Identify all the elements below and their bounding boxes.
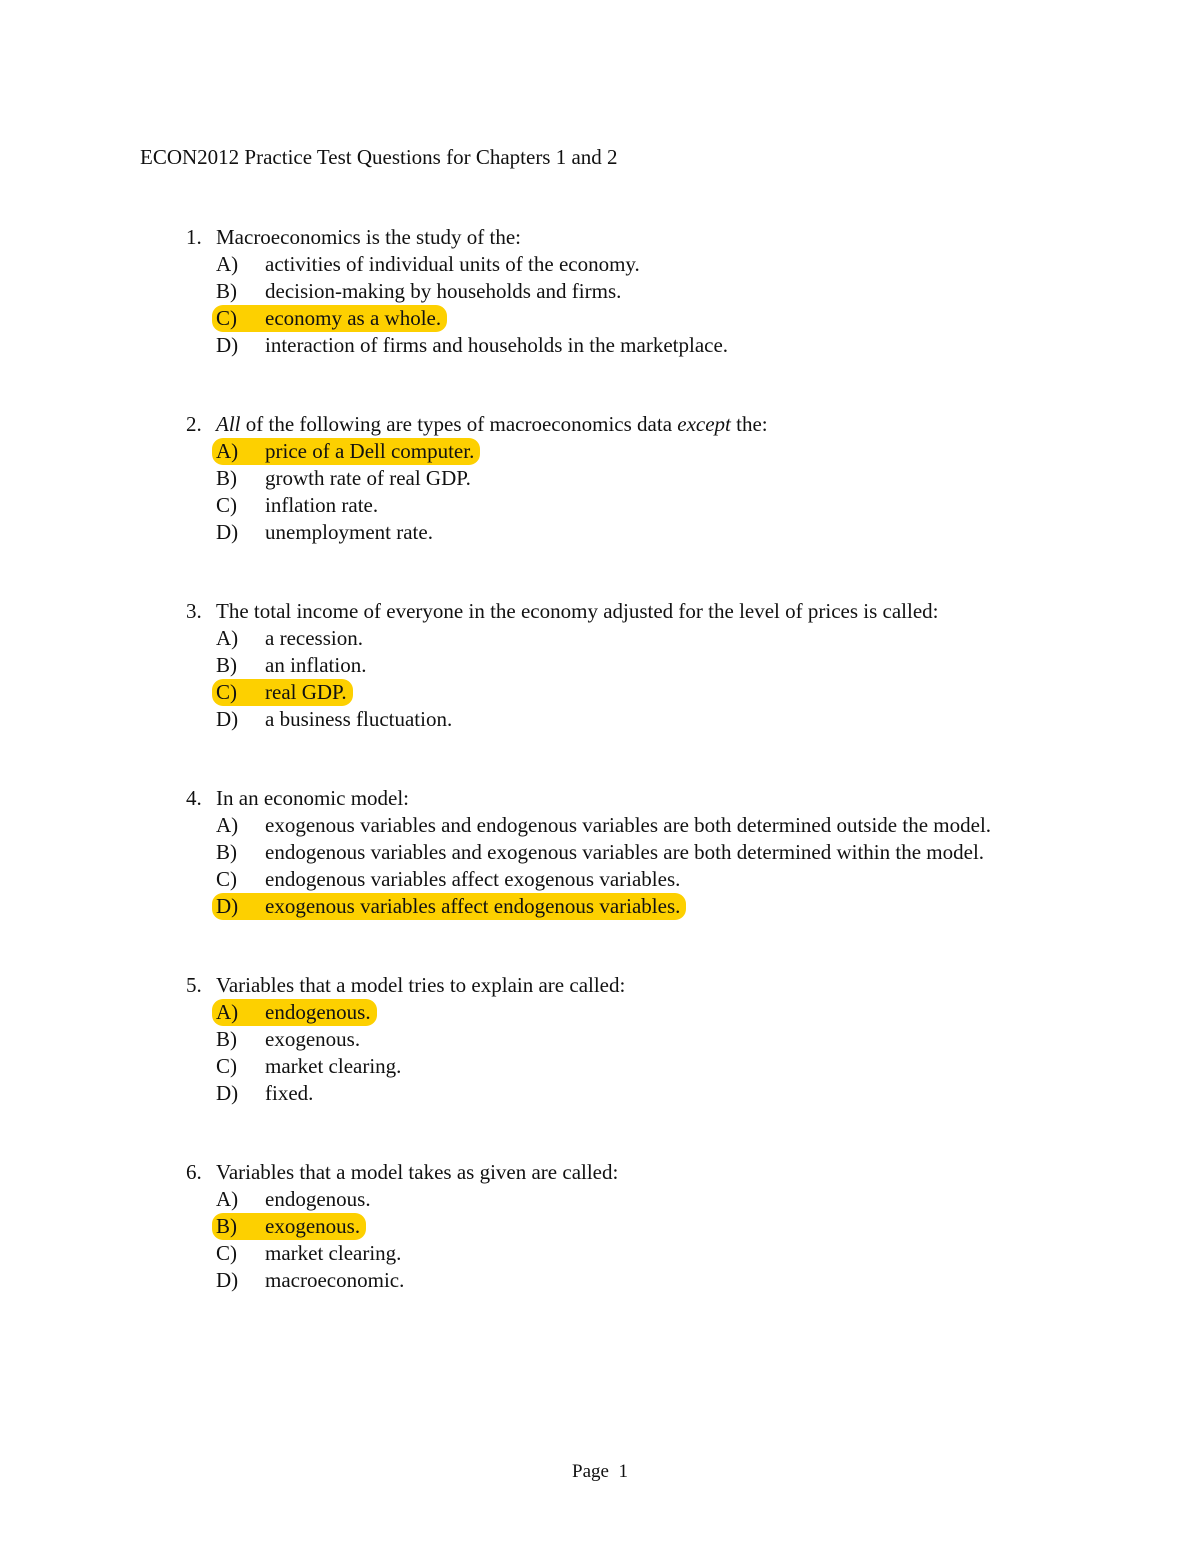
question-number: 2. <box>186 412 202 436</box>
choice-letter: C) <box>216 306 237 330</box>
choice-text: endogenous variables and exogenous variables are both determined within the model. <box>265 840 985 864</box>
choice-text: macroeconomic. <box>265 1268 405 1292</box>
choice-d <box>216 332 1046 359</box>
choice-text: inflation rate. <box>265 493 379 517</box>
choice-text: growth rate of real GDP. <box>265 466 471 490</box>
choice-letter: A) <box>216 1000 239 1024</box>
question-number: 3. <box>186 599 202 623</box>
choice-list <box>186 999 1046 1107</box>
choice-list <box>186 812 1006 920</box>
question-list <box>186 224 1046 1346</box>
choice-c <box>216 1053 1046 1080</box>
question-6 <box>186 1159 1046 1294</box>
choice-c <box>216 866 1006 893</box>
question-number: 6. <box>186 1160 202 1184</box>
stem-text-end: the: <box>730 412 768 436</box>
choice-letter: D) <box>216 1268 239 1292</box>
question-number: 4. <box>186 786 202 810</box>
choice-d <box>216 706 1046 733</box>
choice-letter: B) <box>216 466 237 490</box>
choice-letter: A) <box>216 626 239 650</box>
choice-text: market clearing. <box>265 1241 402 1265</box>
choice-text: market clearing. <box>265 1054 402 1078</box>
choice-letter: C) <box>216 1241 237 1265</box>
choice-d <box>216 1267 1046 1294</box>
stem-emphasis-except: except <box>677 412 731 436</box>
stem-text: Variables that a model tries to explain are called: <box>216 973 626 997</box>
choice-letter: B) <box>216 653 237 677</box>
page-number: 1 <box>618 1461 628 1482</box>
choice-letter: B) <box>216 1214 237 1238</box>
choice-text: endogenous. <box>265 1187 371 1211</box>
choice-letter: D) <box>216 894 239 918</box>
choice-d <box>216 1080 1046 1107</box>
choice-text: an inflation. <box>265 653 367 677</box>
question-stem <box>186 224 1046 251</box>
choice-text: price of a Dell computer. <box>265 439 475 463</box>
question-number: 1. <box>186 225 202 249</box>
choice-text: interaction of firms and households in the marketplace. <box>265 333 729 357</box>
choice-text: exogenous variables affect endogenous variables. <box>265 894 681 918</box>
choice-list <box>186 1186 1046 1294</box>
stem-text: The total income of everyone in the economy adjusted for the level of prices is called: <box>216 599 939 623</box>
choice-text: endogenous. <box>265 1000 371 1024</box>
choice-b <box>216 1026 1046 1053</box>
choice-c <box>216 492 1046 519</box>
choice-text: activities of individual units of the economy. <box>265 252 640 276</box>
choice-list <box>186 438 1046 546</box>
choice-text: exogenous. <box>265 1214 361 1238</box>
question-number: 5. <box>186 973 202 997</box>
choice-b <box>216 465 1046 492</box>
page-footer <box>0 1460 1200 1484</box>
choice-a-highlighted <box>212 438 480 465</box>
choice-letter: D) <box>216 333 239 357</box>
choice-letter: C) <box>216 867 237 891</box>
choice-a <box>216 1186 1046 1213</box>
choice-letter: D) <box>216 520 239 544</box>
choice-c-highlighted <box>212 679 353 706</box>
choice-a <box>216 812 1006 839</box>
question-stem <box>186 598 1046 625</box>
choice-letter: C) <box>216 680 237 704</box>
stem-text: Macroeconomics is the study of the: <box>216 225 522 249</box>
choice-b <box>216 278 1046 305</box>
question-4 <box>186 785 1046 920</box>
choice-a-highlighted <box>212 999 377 1026</box>
choice-text: fixed. <box>265 1081 314 1105</box>
choice-text: decision-making by households and firms. <box>265 279 622 303</box>
choice-b <box>216 839 1006 866</box>
choice-a <box>216 251 1046 278</box>
choice-list <box>186 625 1046 733</box>
choice-text: economy as a whole. <box>265 306 442 330</box>
choice-letter: C) <box>216 1054 237 1078</box>
choice-text: exogenous. <box>265 1027 361 1051</box>
choice-d <box>216 519 1046 546</box>
choice-text: real GDP. <box>265 680 347 704</box>
choice-b <box>216 652 1046 679</box>
choice-letter: C) <box>216 493 237 517</box>
stem-text: of the following are types of macroeconomics data <box>240 412 678 436</box>
choice-letter: B) <box>216 1027 237 1051</box>
choice-letter: A) <box>216 813 239 837</box>
choice-text: a business fluctuation. <box>265 707 453 731</box>
choice-list <box>186 251 1046 359</box>
choice-letter: B) <box>216 279 237 303</box>
question-3 <box>186 598 1046 733</box>
choice-text: a recession. <box>265 626 363 650</box>
choice-letter: B) <box>216 840 237 864</box>
choice-letter: A) <box>216 1187 239 1211</box>
choice-b-highlighted <box>212 1213 366 1240</box>
choice-letter: D) <box>216 707 239 731</box>
choice-d-highlighted <box>212 893 686 920</box>
choice-text: endogenous variables affect exogenous variables. <box>265 867 681 891</box>
stem-emphasis-all: All <box>216 412 241 436</box>
question-stem <box>186 411 1046 438</box>
document-title: ECON2012 Practice Test Questions for Chapters 1 and 2 <box>140 145 618 169</box>
question-5 <box>186 972 1046 1107</box>
question-2 <box>186 411 1046 546</box>
page-label: Page <box>572 1461 609 1482</box>
stem-text: In an economic model: <box>216 786 410 810</box>
question-stem <box>186 1159 1046 1186</box>
choice-text: unemployment rate. <box>265 520 433 544</box>
choice-c <box>216 1240 1046 1267</box>
choice-letter: A) <box>216 252 239 276</box>
choice-a <box>216 625 1046 652</box>
choice-text: exogenous variables and endogenous variables are both determined outside the model. <box>265 813 992 837</box>
choice-c-highlighted <box>212 305 447 332</box>
question-1 <box>186 224 1046 359</box>
choice-letter: D) <box>216 1081 239 1105</box>
question-stem <box>186 972 1046 999</box>
choice-letter: A) <box>216 439 239 463</box>
question-stem <box>186 785 1046 812</box>
stem-text: Variables that a model takes as given are called: <box>216 1160 619 1184</box>
